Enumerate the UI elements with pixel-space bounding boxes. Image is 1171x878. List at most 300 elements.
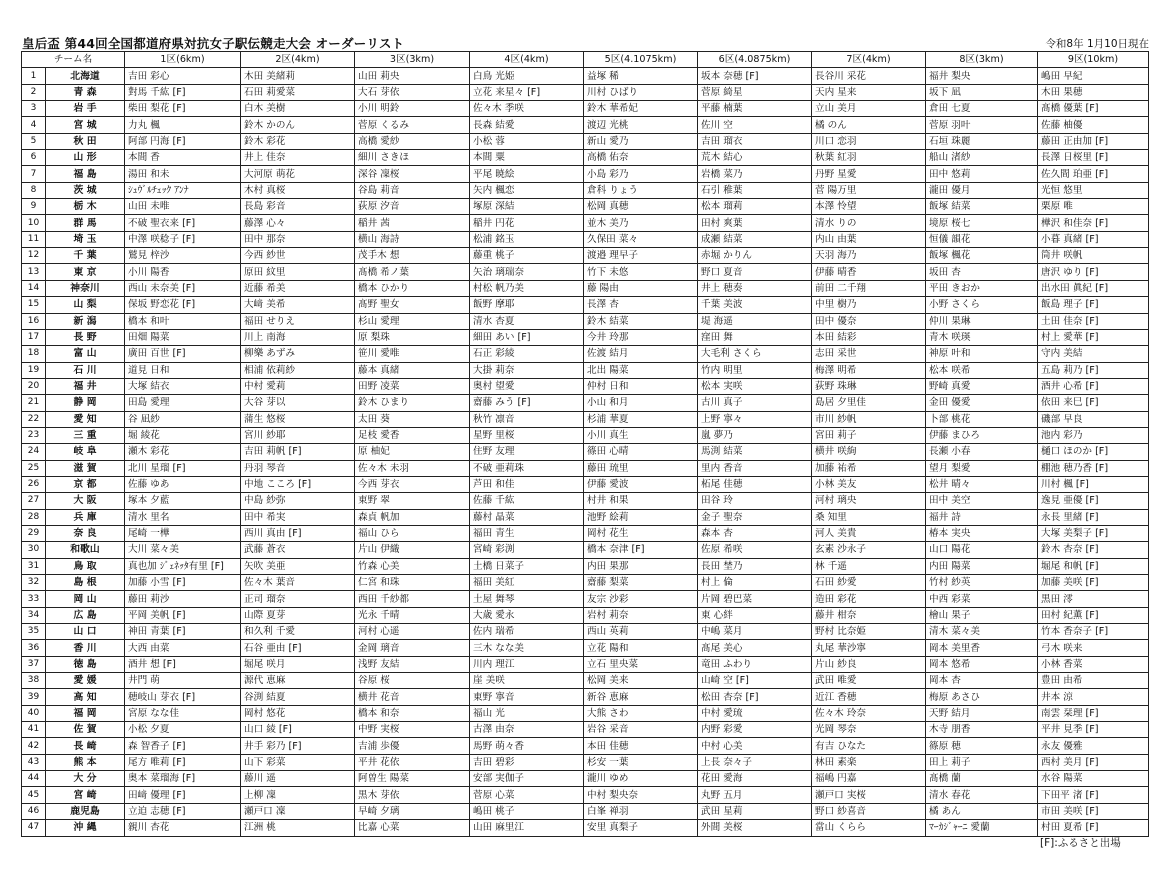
team-number: 47 [22,820,46,836]
team-number: 31 [22,558,46,574]
runner-cell: 村松 帆乃美 [470,280,584,296]
runner-cell: 黒田 澪 [1038,591,1149,607]
runner-cell: 天羽 海乃 [812,248,926,264]
runner-cell: 太田 葵 [355,411,470,427]
team-number: 21 [22,395,46,411]
table-row [22,754,1149,770]
runner-cell: 吉田 碧彩 [470,754,584,770]
runner-cell: 石谷 亜由 [F] [241,640,355,656]
team-number: 38 [22,673,46,689]
table-row [22,509,1149,525]
runner-cell: 立花 来星々 [F] [470,84,584,100]
runner-cell: 島居 夕里佳 [812,395,926,411]
runner-cell: 福田 青生 [470,525,584,541]
runner-cell: 中村 梨央奈 [584,787,698,803]
runner-cell: 清木 菜々美 [926,624,1038,640]
runner-cell: 清水 りの [812,215,926,231]
runner-cell: 瀧田 優月 [926,182,1038,198]
team-name: 滋 賀 [46,460,125,476]
runner-cell: 弓木 咲来 [1038,640,1149,656]
runner-cell: 立迫 志穂 [F] [125,803,241,819]
runner-cell: 田谷 玲 [698,493,812,509]
runner-cell: 倉田 七夏 [926,101,1038,117]
team-name: 熊 本 [46,754,125,770]
table-row [22,150,1149,166]
stage-header: 5区(4.1075km) [584,52,698,68]
runner-cell: 武田 唯愛 [812,673,926,689]
table-row [22,199,1149,215]
runner-cell: 瀬戸口 実桜 [812,787,926,803]
runner-cell: 横井 咲絢 [812,444,926,460]
runner-cell: 清水 里名 [125,509,241,525]
team-number: 10 [22,215,46,231]
team-number: 15 [22,297,46,313]
runner-cell: 吉浦 歩優 [355,738,470,754]
team-number: 6 [22,150,46,166]
table-row [22,117,1149,133]
table-row [22,705,1149,721]
runner-cell: 上柳 凜 [241,787,355,803]
runner-cell: 永友 優雅 [1038,738,1149,754]
runner-cell: 東 心絆 [698,607,812,623]
as-of-date: 令和8年 1月10日現在 [1045,38,1149,50]
stage-header: 7区(4km) [812,52,926,68]
runner-cell: 岡本 杏 [926,673,1038,689]
runner-cell: 小山 和月 [584,395,698,411]
runner-cell: 藤田 莉沙 [125,591,241,607]
runner-cell: 筒井 咲帆 [1038,248,1149,264]
runner-cell: 大西 由菜 [125,640,241,656]
runner-cell: 吉田 彩心 [125,68,241,84]
runner-cell: 正司 瑠奈 [241,591,355,607]
runner-cell: 丹野 星愛 [812,166,926,182]
runner-cell: 岩村 莉奈 [584,607,698,623]
runner-cell: 田上 莉子 [926,754,1038,770]
team-number: 45 [22,787,46,803]
team-number: 39 [22,689,46,705]
runner-cell: 吉田 莉帆 [F] [241,444,355,460]
table-row [22,575,1149,591]
runner-cell: 立石 里央菜 [584,656,698,672]
runner-cell: 並木 美乃 [584,215,698,231]
runner-cell: 天野 結月 [926,705,1038,721]
runner-cell: 松本 咲希 [926,362,1038,378]
runner-cell: 渡邉 理早子 [584,248,698,264]
runner-cell: 伊藤 晴香 [812,264,926,280]
runner-cell: 中村 愛莉 [241,378,355,394]
runner-cell: 奥本 菜瑠海 [F] [125,771,241,787]
team-number: 12 [22,248,46,264]
runner-cell: 卜部 桃花 [926,411,1038,427]
runner-cell: 細田 あい [F] [470,329,584,345]
order-list-table [21,51,1149,837]
runner-cell: 西山 英莉 [584,624,698,640]
runner-cell: 平田 きおか [926,280,1038,296]
team-name: 宮 城 [46,117,125,133]
team-number: 2 [22,84,46,100]
runner-cell: 岡本 悠希 [926,656,1038,672]
runner-cell: 山口 綾 [F] [241,722,355,738]
runner-cell: 村井 和果 [584,493,698,509]
team-name: 青 森 [46,84,125,100]
runner-cell: 上長 奈々子 [698,754,812,770]
runner-cell: 田中 優奈 [812,313,926,329]
runner-cell: 當山 くらら [812,820,926,836]
runner-cell: 廣田 百世 [F] [125,346,241,362]
table-row [22,820,1149,836]
runner-cell: 佐藤 千紘 [470,493,584,509]
runner-cell: 岡村 花生 [584,525,698,541]
runner-cell: 伊藤 まひろ [926,427,1038,443]
runner-cell: 渡辺 光桃 [584,117,698,133]
stage-header: 6区(4.0875km) [698,52,812,68]
team-name: 千 葉 [46,248,125,264]
runner-cell: 加藤 祐希 [812,460,926,476]
runner-cell: 白鳥 光姫 [470,68,584,84]
table-row [22,378,1149,394]
runner-cell: 中嶋 菜月 [698,624,812,640]
runner-cell: 白木 美樹 [241,101,355,117]
table-row [22,624,1149,640]
runner-cell: 内田 果那 [584,558,698,574]
team-name: 広 島 [46,607,125,623]
runner-cell: 鈴木 華希妃 [584,101,698,117]
runner-cell: 鈴木 ひまり [355,395,470,411]
runner-cell: 柘尾 佳穂 [698,476,812,492]
team-name: 富 山 [46,346,125,362]
runner-cell: 小川 真生 [584,427,698,443]
runner-cell: 本澤 怜望 [812,199,926,215]
runner-cell: ｼｭｳﾞﾙﾁｪｯｸ ｱﾝﾅ [125,182,241,198]
runner-cell: 野口 紗喜音 [812,803,926,819]
table-row [22,248,1149,264]
runner-cell: 樋口 ほのか [F] [1038,444,1149,460]
table-row [22,476,1149,492]
runner-cell: 平井 花依 [355,754,470,770]
runner-cell: 土橋 日菜子 [470,558,584,574]
runner-cell: 西山 未奈美 [F] [125,280,241,296]
table-row [22,640,1149,656]
runner-cell: 市川 紗帆 [812,411,926,427]
runner-cell: 髙橋 優葉 [F] [1038,101,1149,117]
runner-cell: 坂下 凪 [926,84,1038,100]
runner-cell: 丹羽 琴音 [241,460,355,476]
runner-cell: 山口 陽花 [926,542,1038,558]
runner-cell: 片山 伊織 [355,542,470,558]
runner-cell: 原 柚妃 [355,444,470,460]
runner-cell: 穂岐山 芽衣 [F] [125,689,241,705]
runner-cell: 小島 彩乃 [584,166,698,182]
team-number: 33 [22,591,46,607]
runner-cell: 里内 香音 [698,460,812,476]
team-number: 22 [22,411,46,427]
stage-header: 8区(3km) [926,52,1038,68]
team-name: 愛 知 [46,411,125,427]
runner-cell: 木田 果穂 [1038,84,1149,100]
runner-cell: 堀尾 咲月 [241,656,355,672]
runner-cell: 中島 紗弥 [241,493,355,509]
runner-cell: 星野 里桜 [470,427,584,443]
runner-cell: 大河原 萌花 [241,166,355,182]
runner-cell: 中村 心美 [698,738,812,754]
team-number: 32 [22,575,46,591]
runner-cell: 井門 萌 [125,673,241,689]
runner-cell: 長澤 杏 [584,297,698,313]
runner-cell: 村田 夏希 [F] [1038,820,1149,836]
team-name: 徳 島 [46,656,125,672]
runner-cell: 竹森 心美 [355,558,470,574]
runner-cell: 平井 見季 [F] [1038,722,1149,738]
team-number: 16 [22,313,46,329]
team-number: 25 [22,460,46,476]
team-number: 4 [22,117,46,133]
team-name: 鳥 取 [46,558,125,574]
runner-cell: 不破 聖衣来 [F] [125,215,241,231]
runner-cell: 瀬戸口 凜 [241,803,355,819]
runner-cell: 谷原 桜 [355,673,470,689]
runner-cell: 木寺 朋香 [926,722,1038,738]
runner-cell: 芦田 和佳 [470,476,584,492]
team-number: 27 [22,493,46,509]
team-number: 28 [22,509,46,525]
team-name: 奈 良 [46,525,125,541]
team-name: 大 阪 [46,493,125,509]
runner-cell: 岩谷 采音 [584,722,698,738]
runner-cell: 永長 里緒 [F] [1038,509,1149,525]
team-name: 京 都 [46,476,125,492]
team-number: 37 [22,656,46,672]
runner-cell: 大塚 結衣 [125,378,241,394]
runner-cell: 大川 菜々美 [125,542,241,558]
runner-cell: 長澤 日桜里 [F] [1038,150,1149,166]
runner-cell: 光永 千晴 [355,607,470,623]
runner-cell: 野崎 真愛 [926,378,1038,394]
runner-cell: 内山 由葉 [812,231,926,247]
runner-cell: 光岡 琴奈 [812,722,926,738]
runner-cell: 近江 香穂 [812,689,926,705]
runner-cell: 荻野 珠琳 [812,378,926,394]
runner-cell: 福井 詩 [926,509,1038,525]
runner-cell: 荒木 結心 [698,150,812,166]
document-title: 皇后盃 第44回全国都道府県対抗女子駅伝競走大会 オーダーリスト [22,36,405,51]
table-row [22,542,1149,558]
runner-cell: 岡本 美里香 [926,640,1038,656]
table-row [22,101,1149,117]
runner-cell: 松浦 銘玉 [470,231,584,247]
runner-cell: 佐藤 ゆあ [125,476,241,492]
runner-cell: 逸見 亜優 [F] [1038,493,1149,509]
runner-cell: 今西 紗世 [241,248,355,264]
runner-cell: 塚原 深結 [470,199,584,215]
runner-cell: 花田 愛海 [698,771,812,787]
runner-cell: 竹本 香奈子 [F] [1038,624,1149,640]
table-row [22,182,1149,198]
runner-cell: 木田 美緒莉 [241,68,355,84]
runner-cell: 山田 麻里江 [470,820,584,836]
table-row [22,689,1149,705]
table-row [22,166,1149,182]
runner-cell: 小林 香菜 [1038,656,1149,672]
team-name-header: チーム名 [22,52,125,68]
team-name: 岩 手 [46,101,125,117]
runner-cell: 菅原 心菜 [470,787,584,803]
runner-cell: 佐原 希咲 [698,542,812,558]
team-name: 佐 賀 [46,722,125,738]
runner-cell: 五島 莉乃 [F] [1038,362,1149,378]
runner-cell: 中野 実桜 [355,722,470,738]
team-number: 13 [22,264,46,280]
runner-cell: 橘 あん [926,803,1038,819]
team-number: 3 [22,101,46,117]
runner-cell: 福山 光 [470,705,584,721]
team-number: 34 [22,607,46,623]
table-row [22,591,1149,607]
runner-cell: 木村 真桜 [241,182,355,198]
runner-cell: 栗原 唯 [1038,199,1149,215]
runner-cell: 谷渕 結夏 [241,689,355,705]
team-number: 9 [22,199,46,215]
stage-header: 1区(6km) [125,52,241,68]
runner-cell: 笹川 愛唯 [355,346,470,362]
runner-cell: 篠田 心晴 [584,444,698,460]
runner-cell: 原 梨珠 [355,329,470,345]
runner-cell: 髙橋 希ノ葉 [355,264,470,280]
table-row [22,803,1149,819]
runner-cell: 石正 彩綾 [470,346,584,362]
runner-cell: 大﨑 美希 [241,297,355,313]
runner-cell: 鈴木 杏奈 [F] [1038,542,1149,558]
runner-cell: 石引 稚葉 [698,182,812,198]
runner-cell: 中里 樹乃 [812,297,926,313]
runner-cell: 田村 紀薫 [F] [1038,607,1149,623]
runner-cell: 橋本 和奈 [355,705,470,721]
runner-cell: 金岡 璃音 [355,640,470,656]
team-number: 24 [22,444,46,460]
team-name: 石 川 [46,362,125,378]
runner-cell: 松岡 真穂 [584,199,698,215]
runner-cell: 長島 彩音 [241,199,355,215]
runner-cell: 石垣 珠麗 [926,133,1038,149]
runner-cell: 安里 真梨子 [584,820,698,836]
runner-cell: 磯部 早良 [1038,411,1149,427]
runner-cell: 瀧川 ゆめ [584,771,698,787]
runner-cell: 小松 夕夏 [125,722,241,738]
runner-cell: 柳樂 あずみ [241,346,355,362]
runner-cell: 岩橋 菜乃 [698,166,812,182]
stage-header: 2区(4km) [241,52,355,68]
runner-cell: 尾崎 一樺 [125,525,241,541]
table-header-row [22,52,1149,68]
team-number: 7 [22,166,46,182]
team-name: 和歌山 [46,542,125,558]
runner-cell: 高橋 佑奈 [584,150,698,166]
runner-cell: 田中 那奈 [241,231,355,247]
runner-cell: 松本 瑠莉 [698,199,812,215]
runner-cell: 稲井 円花 [470,215,584,231]
runner-cell: 小松 蓉 [470,133,584,149]
runner-cell: 本間 粟 [470,150,584,166]
runner-cell: 加藤 美咲 [F] [1038,575,1149,591]
runner-cell: 藤川 遥 [241,771,355,787]
runner-cell: 矢内 楓恋 [470,182,584,198]
runner-cell: 菅原 くるみ [355,117,470,133]
team-number: 23 [22,427,46,443]
runner-cell: 山田 莉央 [355,68,470,84]
runner-cell: 秋葉 紅羽 [812,150,926,166]
runner-cell: 保坂 野恋花 [F] [125,297,241,313]
team-name: 秋 田 [46,133,125,149]
runner-cell: 髙野 聖女 [355,297,470,313]
runner-cell: 蒲生 悠桜 [241,411,355,427]
runner-cell: 山下 彩菜 [241,754,355,770]
runner-cell: 出水田 眞紀 [F] [1038,280,1149,296]
runner-cell: 棚池 穂乃香 [F] [1038,460,1149,476]
runner-cell: 藤澤 心々 [241,215,355,231]
team-number: 30 [22,542,46,558]
runner-cell: 大歳 愛永 [470,607,584,623]
runner-cell: 下田平 渚 [F] [1038,787,1149,803]
runner-cell: 瀬木 彩花 [125,444,241,460]
team-name: 長 野 [46,329,125,345]
runner-cell: 鈴木 彩花 [241,133,355,149]
runner-cell: 望月 梨愛 [926,460,1038,476]
runner-cell: 佐々木 玲奈 [812,705,926,721]
runner-cell: 石田 莉愛菜 [241,84,355,100]
runner-cell: 宮崎 彩渕 [470,542,584,558]
runner-cell: 西田 千紗都 [355,591,470,607]
runner-cell: 杉浦 華夏 [584,411,698,427]
runner-cell: 橋本 和叶 [125,313,241,329]
runner-cell: 力丸 楓 [125,117,241,133]
runner-cell: 恒儀 韻花 [926,231,1038,247]
runner-cell: 三木 なな美 [470,640,584,656]
runner-cell: 川村 楓 [F] [1038,476,1149,492]
runner-cell: 松田 杏奈 [F] [698,689,812,705]
runner-cell: 赤堀 かりん [698,248,812,264]
runner-cell: 中澤 咲稔子 [F] [125,231,241,247]
runner-cell: 友宗 沙彩 [584,591,698,607]
runner-cell: 竹下 未悠 [584,264,698,280]
team-name: 山 口 [46,624,125,640]
runner-cell: 飯島 理子 [F] [1038,297,1149,313]
runner-cell: 川上 南海 [241,329,355,345]
runner-cell: 髙尾 美心 [698,640,812,656]
team-name: 岡 山 [46,591,125,607]
runner-cell: 山崎 空 [F] [698,673,812,689]
table-row [22,460,1149,476]
team-name: 香 川 [46,640,125,656]
runner-cell: 佐渡 結月 [584,346,698,362]
team-name: 神奈川 [46,280,125,296]
runner-cell: 新谷 恵麻 [584,689,698,705]
runner-cell: 東野 翠 [355,493,470,509]
runner-cell: 大毛利 さくら [698,346,812,362]
runner-cell: 梅澤 明希 [812,362,926,378]
runner-cell: 尾方 唯莉 [F] [125,754,241,770]
runner-cell: 林田 素楽 [812,754,926,770]
runner-cell: 宮田 莉子 [812,427,926,443]
runner-cell: 江洲 桃 [241,820,355,836]
runner-cell: 福嶋 円嘉 [812,771,926,787]
runner-cell: 宮原 なな佳 [125,705,241,721]
runner-cell: 武藤 蒼衣 [241,542,355,558]
runner-cell: 竜田 ふわり [698,656,812,672]
runner-cell: 田島 愛理 [125,395,241,411]
runner-cell: 内田 陽菜 [926,558,1038,574]
runner-cell: 小林 美友 [812,476,926,492]
runner-cell: 佐々木 未羽 [355,460,470,476]
runner-cell: 山田 未唯 [125,199,241,215]
